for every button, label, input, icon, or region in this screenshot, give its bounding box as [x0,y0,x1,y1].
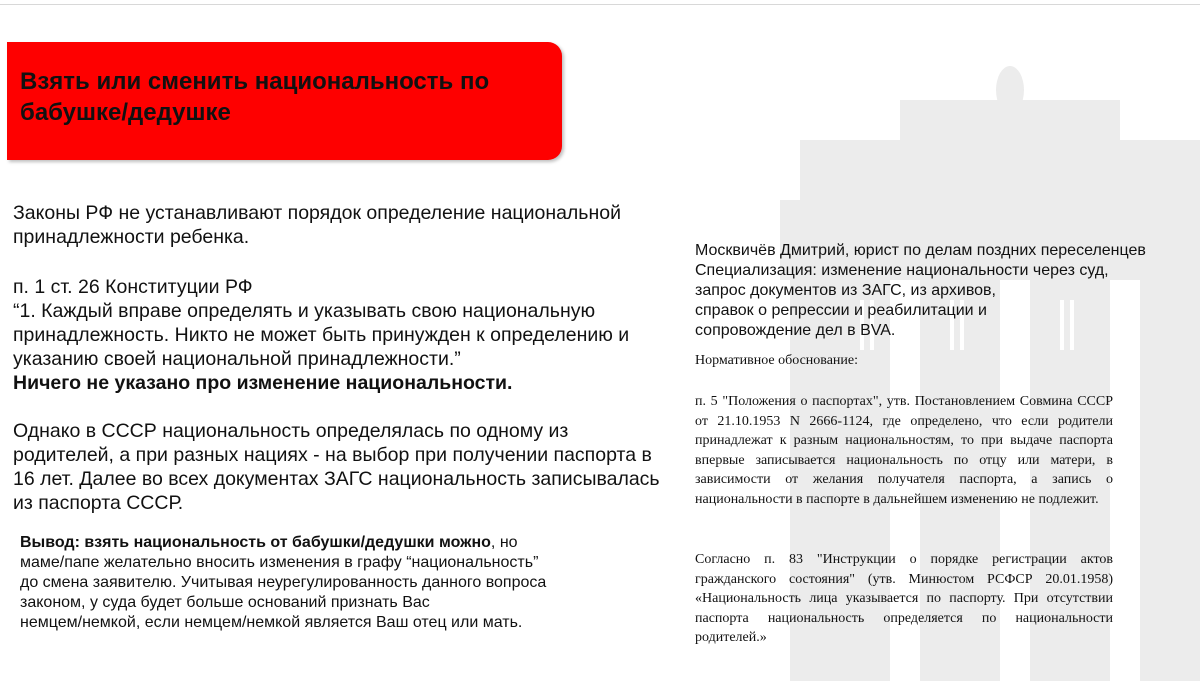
ussr-paragraph [13,419,660,515]
text-line: принадлежности ребенка. [13,226,250,248]
text-line: законом, у суда будет больше оснований признать Вас [20,594,430,611]
quote-line: принадлежность. Никто не может быть принужден к определению и [13,324,630,346]
quote-line: указанию своей национальной принадлежности.” [13,348,461,370]
text-line: немцем/немкой, если немцем/немкой является Ваш отец или мать. [20,614,523,631]
conclusion-paragraph [20,533,546,633]
legal-paragraph-1: п. 5 "Положения о паспортах", утв. Постановлением Совмина СССР от 21.10.1953 N 2666-1124, где определено, что если родители принадлежат к разным национальностям, то при выдаче паспорта впервые записывается национальность по отцу или матери, в зависимости от желания получателя паспорта, а запись о национальности в паспорте в дальнейшем изменению не подлежит. [695,394,1113,507]
constitution-paragraph [13,275,629,395]
text-line: Однако в СССР национальность определялась по одному из [13,420,569,442]
conclusion-text: , но [490,534,518,551]
text-line: 16 лет. Далее во всех документах ЗАГС национальность записывалась [13,468,660,490]
author-line: Специализация: изменение национальности через суд, [695,262,1109,279]
text-line: родителей, а при разных нациях - на выбор при получении паспорта в [13,444,652,466]
conclusion-bold: Вывод: взять национальность от бабушки/дедушки можно [20,534,491,551]
top-divider [0,4,1200,5]
quote-line: “1. Каждый вправе определять и указывать свою национальную [13,300,596,322]
author-name: Москвичёв Дмитрий, юрист по делам поздних переселенцев [695,242,1146,259]
page-title [20,66,489,128]
text-line: Законы РФ не устанавливают порядок определение национальной [13,202,621,224]
bold-note: Ничего не указано про изменение национальности. [13,372,513,394]
text-line: маме/папе желательно вносить изменения в графу “национальность” [20,554,539,571]
author-line: справок о репрессии и реабилитации и [695,302,987,319]
author-info [695,241,1146,341]
title-line: бабушке/дедушке [20,99,231,126]
legal-paragraph-2: Согласно п. 83 "Инструкции о порядке регистрации актов гражданского состояния" (утв. Минюстом РСФСР 20.01.1958) «Национальность лица указывается по паспорту. При отсутствии паспорта национальность определяется по национальности родителей.» [695,552,1113,646]
title-line: Взять или сменить национальность по [20,68,490,95]
legal-heading: Нормативное обоснование: [695,353,859,368]
author-line: запрос документов из ЗАГС, из архивов, [695,282,996,299]
text-line: до смена заявителю. Учитывая неурегулированность данного вопроса [20,574,547,591]
intro-paragraph [13,201,621,249]
title-banner [7,42,562,160]
author-line: сопровождение дел в BVA. [695,322,896,339]
constitution-ref: п. 1 ст. 26 Конституции РФ [13,276,253,298]
text-line: из паспорта СССР. [13,492,184,514]
